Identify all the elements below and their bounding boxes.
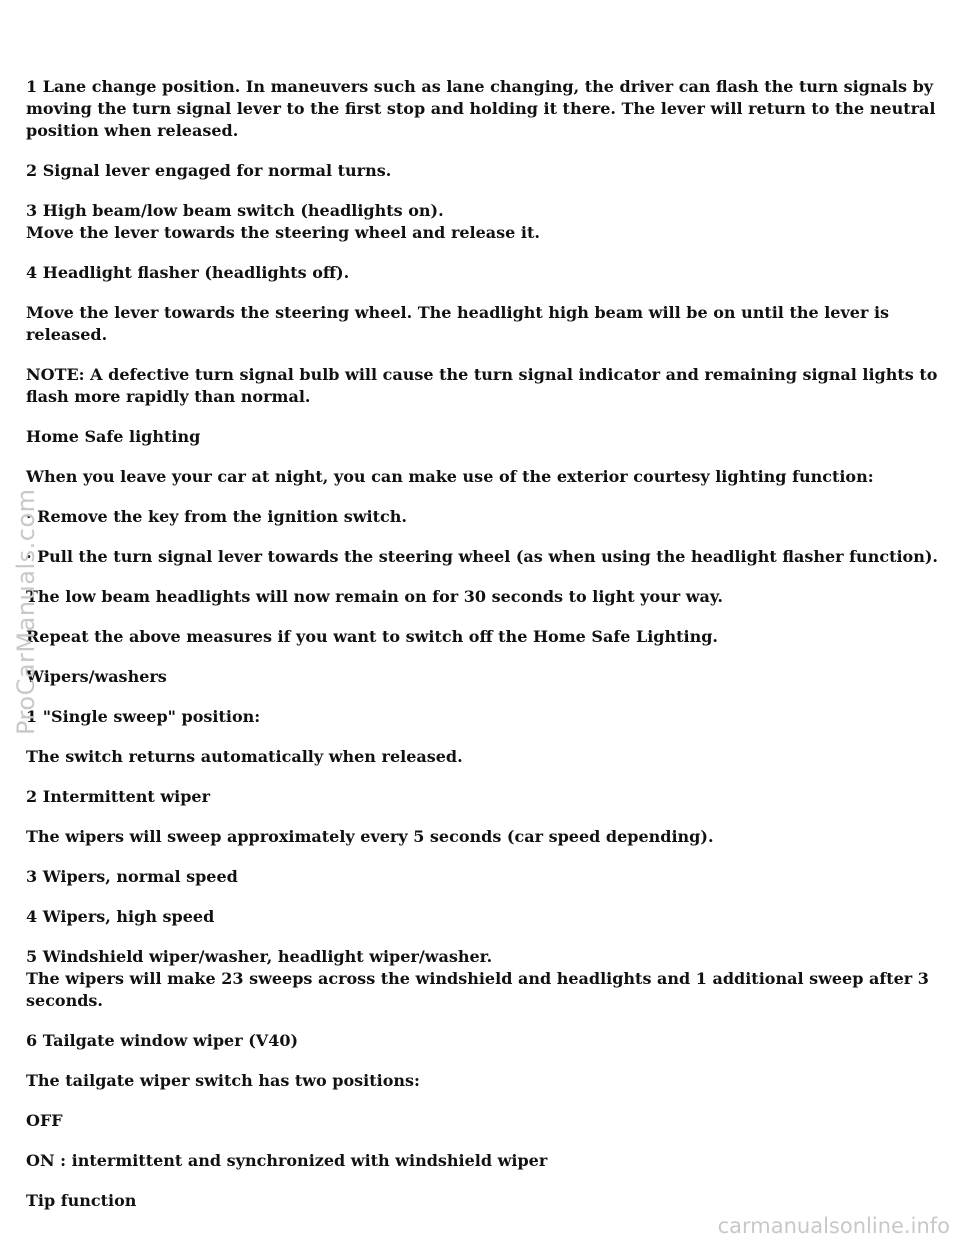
paragraph-normal-speed: 3 Wipers, normal speed — [26, 867, 238, 886]
heading-wipers-washers: Wipers/washers — [26, 667, 167, 686]
bullet-pull-lever: · Pull the turn signal lever towards the steering wheel (as when using the headlight flasher function). — [26, 547, 938, 566]
paragraph-low-beam-30s: The low beam headlights will now remain on for 30 seconds to light your way. — [26, 587, 723, 606]
high-low-beam-instruction: Move the lever towards the steering wheel and release it. — [26, 223, 540, 242]
paragraph-high-speed: 4 Wipers, high speed — [26, 907, 215, 926]
bottom-watermark: carmanualsonline.info — [717, 1214, 950, 1238]
paragraph-windshield-washer — [26, 946, 942, 1012]
windshield-washer-title: 5 Windshield wiper/washer, headlight wiper/washer. — [26, 947, 493, 966]
paragraph-signal-normal-turns: 2 Signal lever engaged for normal turns. — [26, 161, 392, 180]
paragraph-single-sweep: 1 "Single sweep" position: — [26, 707, 261, 726]
paragraph-tip-function: Tip function — [26, 1191, 137, 1210]
paragraph-intermittent-wiper: 2 Intermittent wiper — [26, 787, 211, 806]
heading-home-safe-lighting: Home Safe lighting — [26, 427, 201, 446]
paragraph-high-low-beam — [26, 200, 942, 244]
paragraph-note: NOTE: A defective turn signal bulb will cause the turn signal indicator and remaining signal lights to flash more rapidly than normal. — [26, 365, 938, 406]
paragraph-switch-returns: The switch returns automatically when released. — [26, 747, 463, 766]
paragraph-tailgate-wiper: 6 Tailgate window wiper (V40) — [26, 1031, 299, 1050]
paragraph-headlight-flasher: 4 Headlight flasher (headlights off). — [26, 263, 350, 282]
bullet-remove-key: · Remove the key from the ignition switch. — [26, 507, 407, 526]
paragraph-flasher-instruction: Move the lever towards the steering wheel. The headlight high beam will be on until the lever is released. — [26, 303, 890, 344]
side-watermark: ProCarManuals.com — [12, 488, 40, 735]
paragraph-on: ON : intermittent and synchronized with windshield wiper — [26, 1151, 548, 1170]
paragraph-sweep-interval: The wipers will sweep approximately every 5 seconds (car speed depending). — [26, 827, 714, 846]
paragraph-courtesy-lighting: When you leave your car at night, you can make use of the exterior courtesy lighting function: — [26, 467, 874, 486]
paragraph-lane-change: 1 Lane change position. In maneuvers such as lane changing, the driver can flash the turn signals by moving the turn signal lever to the first stop and holding it there. The lever will return to the neutral position when released. — [26, 77, 936, 140]
high-low-beam-title: 3 High beam/low beam switch (headlights on). — [26, 201, 444, 220]
windshield-washer-detail: The wipers will make 23 sweeps across the windshield and headlights and 1 additional sweep after 3 seconds. — [26, 969, 929, 1010]
document-body — [26, 76, 942, 1230]
paragraph-off: OFF — [26, 1111, 63, 1130]
paragraph-repeat-measures: Repeat the above measures if you want to switch off the Home Safe Lighting. — [26, 627, 718, 646]
paragraph-tailgate-positions: The tailgate wiper switch has two positions: — [26, 1071, 420, 1090]
